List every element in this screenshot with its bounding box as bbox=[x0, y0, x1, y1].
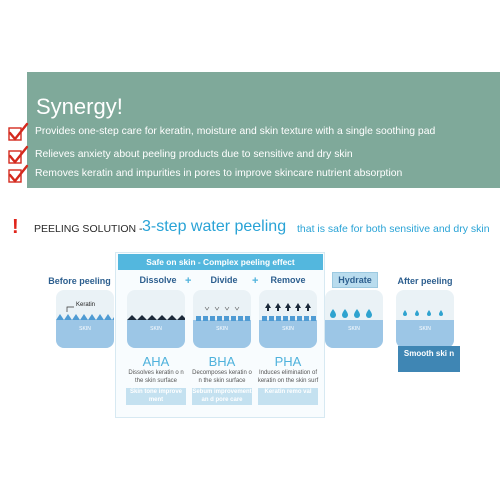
synergy-item bbox=[0, 147, 500, 165]
plus-icon: + bbox=[252, 275, 259, 287]
synergy-title: Synergy! bbox=[36, 94, 123, 119]
keratin-label: Keratin bbox=[76, 302, 96, 308]
aha-label: AHA bbox=[142, 354, 170, 369]
synergy-item bbox=[0, 166, 500, 184]
peeling-solution-label: PEELING SOLUTION - bbox=[34, 223, 143, 235]
pha-benefit-chip: Keratin remo val bbox=[258, 388, 318, 405]
safe-on-skin-header: Safe on skin - Complex peeling effect bbox=[118, 254, 323, 270]
pha-label: PHA bbox=[274, 354, 302, 369]
divide-card bbox=[193, 290, 251, 348]
plus-icon: + bbox=[185, 275, 192, 287]
skin-label: SKIN bbox=[348, 326, 360, 332]
synergy-item-text: Removes keratin and impurities in pores to improve skincare nutrient absorption bbox=[35, 168, 403, 179]
synergy-item-text: Provides one-step care for keratin, moisture and skin texture with a single soothing pad bbox=[35, 126, 436, 137]
skin-label: SKIN bbox=[282, 326, 294, 332]
smooth-skin-badge: Smooth ski n bbox=[398, 346, 460, 372]
remove-card bbox=[259, 290, 317, 348]
hydrate-label: Hydrate bbox=[332, 272, 378, 288]
skin-label: SKIN bbox=[216, 326, 228, 332]
hydrate-card bbox=[325, 290, 383, 348]
remove-label: Remove bbox=[270, 275, 306, 285]
aha-benefit-chip: Skin tone improve ment bbox=[126, 388, 186, 405]
bha-benefit-chip: Sebum improvement an d pore care bbox=[192, 388, 252, 405]
dissolve-card bbox=[127, 290, 185, 348]
bha-description: Decomposes keratin o n the skin surface bbox=[192, 370, 252, 384]
divide-label: Divide bbox=[210, 275, 238, 285]
pha-description: Induces elimination of keratin on the skin surf bbox=[257, 370, 319, 384]
dissolve-label: Dissolve bbox=[139, 275, 177, 285]
aha-description: Dissolves keratin o n the skin surface bbox=[128, 370, 184, 384]
before-peeling-card bbox=[56, 290, 114, 348]
peeling-solution-headline: 3-step water peeling bbox=[142, 218, 287, 235]
bha-label: BHA bbox=[208, 354, 236, 369]
synergy-item bbox=[0, 124, 500, 142]
skin-label: SKIN bbox=[419, 326, 431, 332]
after-peeling-label: After peeling bbox=[397, 276, 453, 286]
red-check-icon bbox=[6, 122, 30, 144]
peeling-solution-tail: that is safe for both sensitive and dry skin bbox=[297, 223, 490, 235]
exclamation-icon: ! bbox=[12, 216, 19, 238]
before-peeling-label: Before peeling bbox=[48, 276, 111, 286]
skin-label: SKIN bbox=[150, 326, 162, 332]
peeling-solution-line bbox=[12, 218, 500, 242]
red-check-icon bbox=[6, 164, 30, 186]
skin-label: SKIN bbox=[79, 326, 91, 332]
synergy-item-text: Relieves anxiety about peeling products due to sensitive and dry skin bbox=[35, 149, 353, 160]
after-peeling-card bbox=[396, 290, 454, 348]
